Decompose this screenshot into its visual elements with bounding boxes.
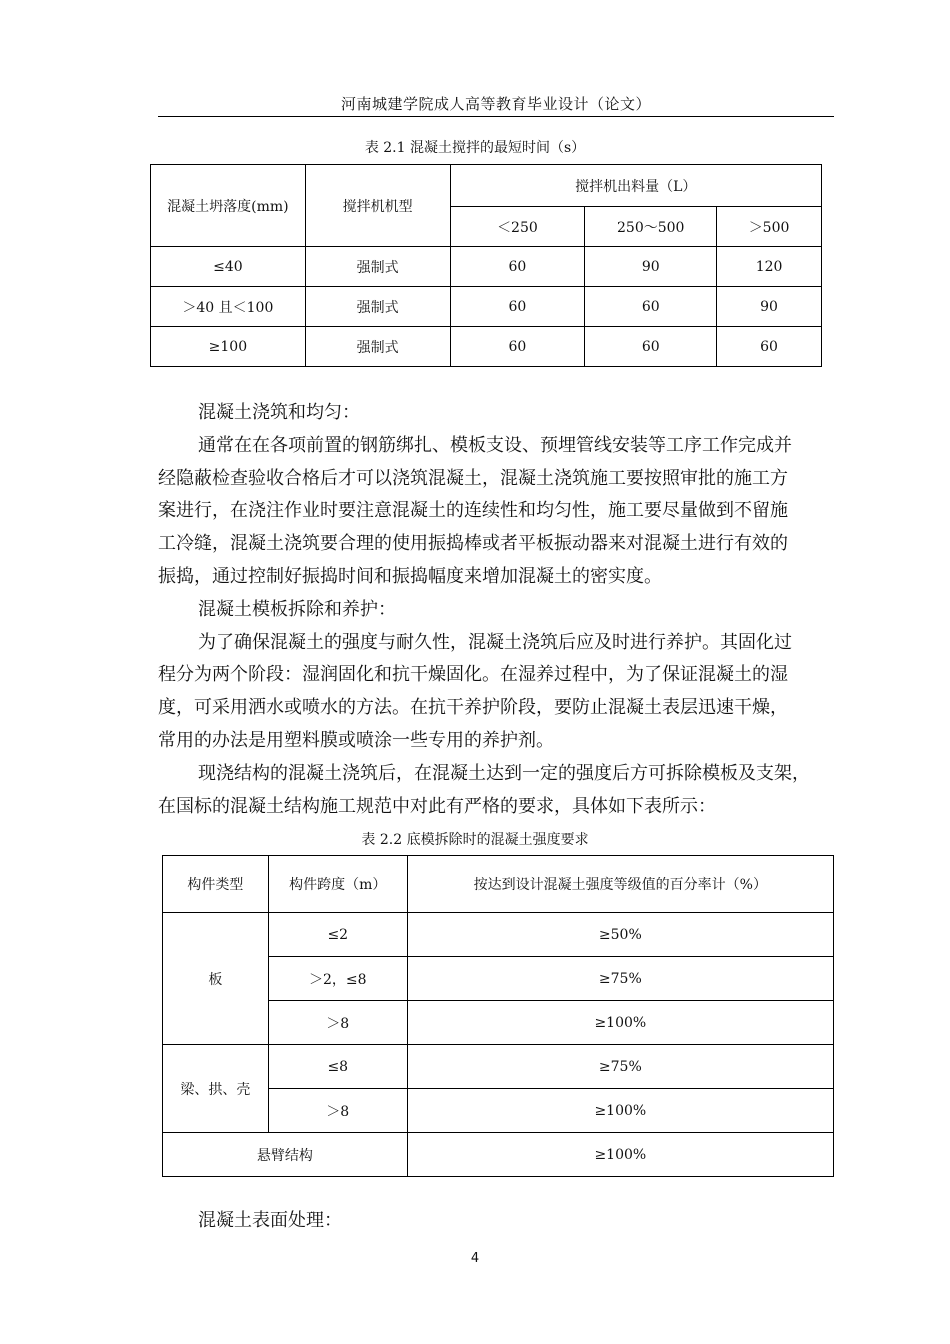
subheader-output: ＞500 (717, 207, 822, 247)
cell-time: 60 (450, 287, 585, 327)
cell-time: 60 (585, 287, 717, 327)
section-pouring (158, 397, 838, 823)
cell-member-type: 梁、拱、壳 (163, 1045, 269, 1133)
cell-span: ≤8 (268, 1045, 407, 1089)
cell-type: 强制式 (305, 327, 450, 367)
table-row (163, 1133, 834, 1177)
cell-slump: ＞40 且＜100 (151, 287, 306, 327)
cell-span: ≤2 (268, 913, 407, 957)
cell-slump: ≤40 (151, 247, 306, 287)
table-row (151, 327, 822, 367)
paragraph-line: 通常在在各项前置的钢筋绑扎、模板支设、预埋管线安装等工序工作完成并 (198, 434, 792, 456)
page-header: 河南城建学院成人高等教育毕业设计（论文） (340, 95, 651, 113)
paragraph-line: 为了确保混凝土的强度与耐久性，混凝土浇筑后应及时进行养护。其固化过 (198, 631, 792, 653)
paragraph-line: 程分为两个阶段：湿润固化和抗干燥固化。在湿养过程中，为了保证混凝土的湿 (158, 664, 788, 686)
table2-caption: 表 2.2 底模拆除时的混凝土强度要求 (361, 832, 589, 848)
cell-time: 120 (717, 247, 822, 287)
cell-time: 60 (450, 327, 585, 367)
cell-time: 90 (717, 287, 822, 327)
cell-time: 60 (450, 247, 585, 287)
cell-slump: ≥100 (151, 327, 306, 367)
cell-type: 强制式 (305, 287, 450, 327)
table-row (163, 913, 834, 957)
cell-type: 强制式 (305, 247, 450, 287)
cell-time: 60 (717, 327, 822, 367)
cell-percent: ≥100% (407, 1001, 833, 1045)
cell-percent: ≥50% (407, 913, 833, 957)
cell-span: ＞2，≤8 (268, 957, 407, 1001)
section-title: 混凝土浇筑和均匀： (198, 402, 360, 423)
table-row (151, 287, 822, 327)
paragraph-line: 常用的办法是用塑料膜或喷涂一些专用的养护剂。 (158, 729, 554, 751)
cell-member-type: 悬臂结构 (163, 1133, 408, 1177)
cell-percent: ≥75% (407, 957, 833, 1001)
header-mixer-output: 搅拌机出料量（L） (450, 165, 821, 207)
table-row (151, 247, 822, 287)
header-slump: 混凝土坍落度(mm) (151, 165, 306, 247)
section-title: 混凝土表面处理： (198, 1210, 342, 1231)
paragraph-line: 现浇结构的混凝土浇筑后，在混凝土达到一定的强度后方可拆除模板及支架， (198, 762, 810, 784)
table-row (163, 1045, 834, 1089)
header-member-type: 构件类型 (163, 856, 269, 913)
cell-span: ＞8 (268, 1089, 407, 1133)
page-number: 4 (470, 1251, 480, 1266)
table1-caption: 表 2.1 混凝土搅拌的最短时间（s） (364, 140, 586, 156)
header-span: 构件跨度（m） (268, 856, 407, 913)
header-percent: 按达到设计混凝土强度等级值的百分率计（%） (407, 856, 833, 913)
cell-percent: ≥75% (407, 1045, 833, 1089)
header-mixer-type: 搅拌机机型 (305, 165, 450, 247)
header-rule (158, 116, 834, 117)
subheader-output: 250～500 (585, 207, 717, 247)
section-surface (158, 1205, 838, 1238)
formwork-strength-table (162, 855, 834, 1177)
cell-span: ＞8 (268, 1001, 407, 1045)
cell-member-type: 板 (163, 913, 269, 1045)
mixing-time-table (150, 164, 822, 367)
subheader-output: ＜250 (450, 207, 585, 247)
paragraph-line: 度，可采用洒水或喷水的方法。在抗干养护阶段，要防止混凝土表层迅速干燥， (158, 697, 788, 719)
cell-time: 90 (585, 247, 717, 287)
paragraph-line: 案进行，在浇注作业时要注意混凝土的连续性和均匀性，施工要尽量做到不留施 (158, 500, 788, 522)
paragraph-line: 经隐蔽检查验收合格后才可以浇筑混凝土，混凝土浇筑施工要按照审批的施工方 (158, 467, 788, 489)
cell-percent: ≥100% (407, 1133, 833, 1177)
cell-percent: ≥100% (407, 1089, 833, 1133)
section-title: 混凝土模板拆除和养护： (198, 598, 396, 620)
paragraph-line: 工冷缝，混凝土浇筑要合理的使用振捣棒或者平板振动器来对混凝土进行有效的 (158, 533, 788, 555)
paragraph-line: 振捣，通过控制好振捣时间和振捣幅度来增加混凝土的密实度。 (158, 565, 662, 587)
cell-time: 60 (585, 327, 717, 367)
paragraph-line: 在国标的混凝土结构施工规范中对此有严格的要求，具体如下表所示： (158, 795, 716, 817)
